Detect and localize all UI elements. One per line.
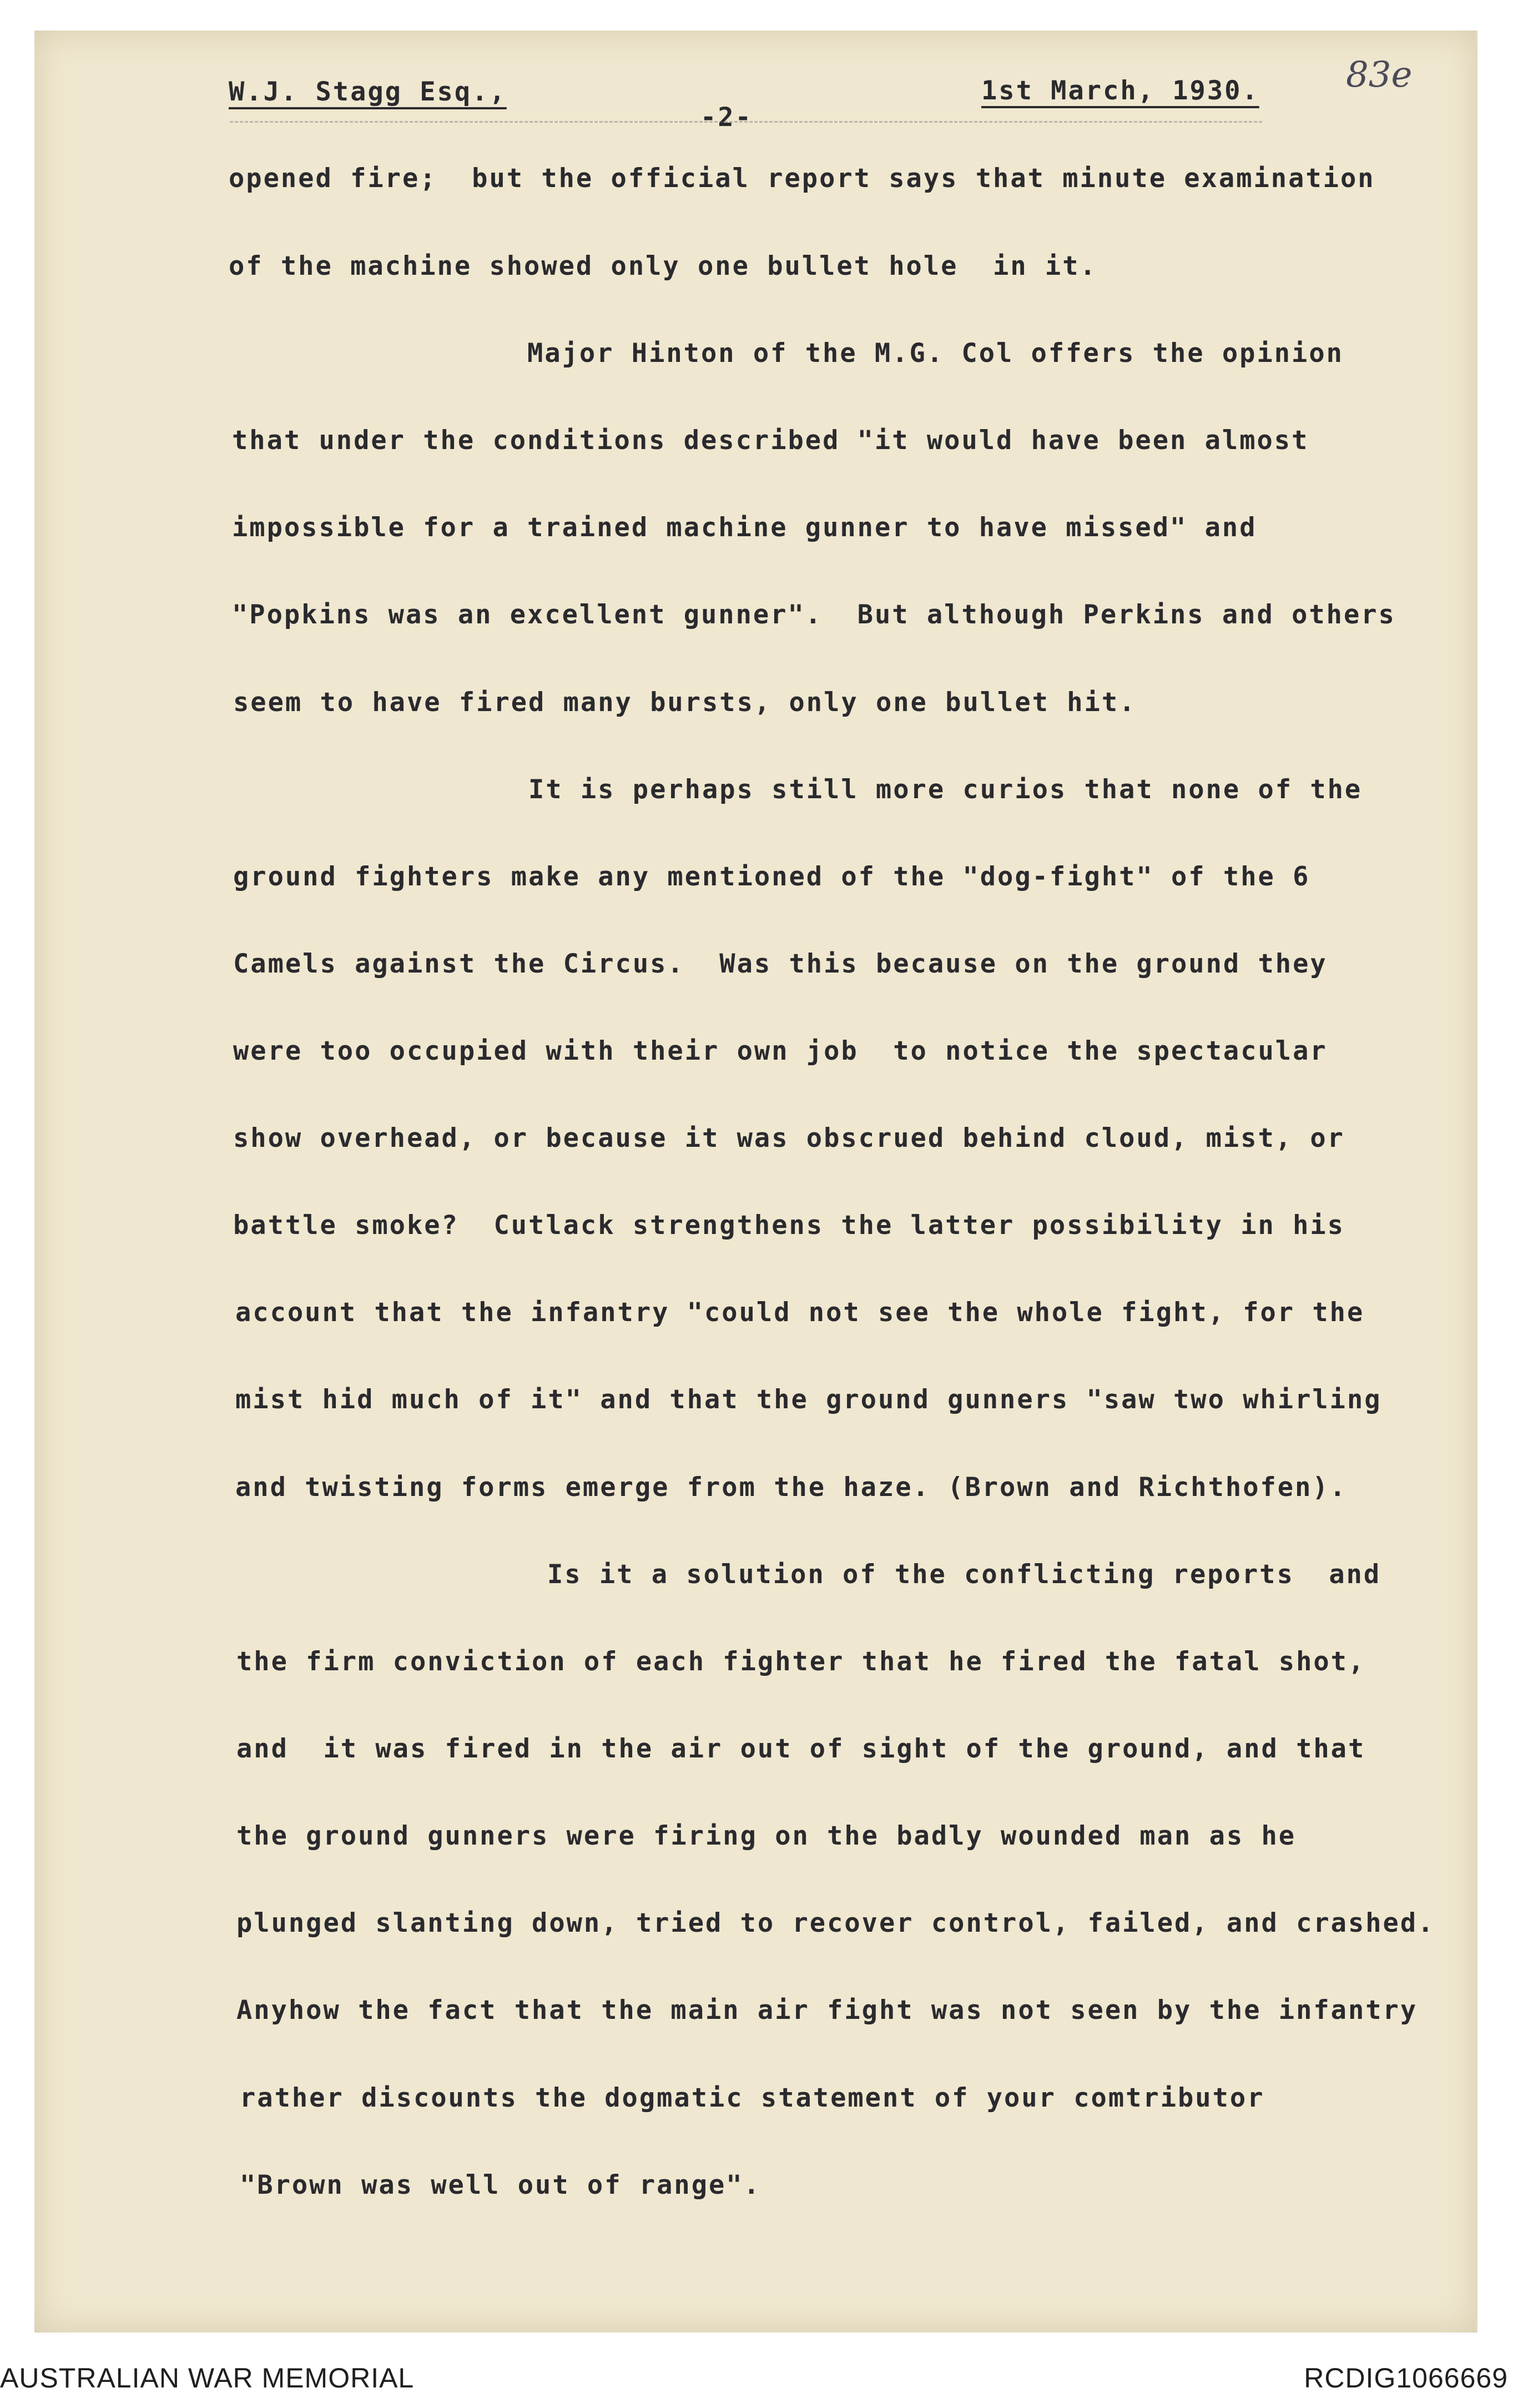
addressee: W.J. Stagg Esq., [229, 77, 507, 107]
body-line: It is perhaps still more curios that none of the [528, 774, 1363, 805]
body-line: were too occupied with their own job to notice the spectacular [233, 1036, 1328, 1066]
body-line: seem to have fired many bursts, only one bullet hit. [233, 687, 1137, 718]
body-line: Camels against the Circus. Was this because on the ground they [233, 949, 1328, 979]
body-line: battle smoke? Cutlack strengthens the latter possibility in his [233, 1210, 1345, 1241]
archive-institution-label: AUSTRALIAN WAR MEMORIAL [0, 2362, 415, 2394]
record-id-label: RCDIG1066669 [1304, 2362, 1508, 2394]
body-line: Major Hinton of the M.G. Col offers the opinion [527, 338, 1344, 369]
body-line: rather discounts the dogmatic statement of your comtributor [240, 2083, 1265, 2113]
body-line: impossible for a trained machine gunner to have missed" and [232, 512, 1257, 543]
body-line: of the machine showed only one bullet hole in it. [229, 251, 1097, 281]
body-line: that under the conditions described "it would have been almost [232, 425, 1309, 456]
page-number: -2- [700, 102, 753, 133]
body-line: "Brown was well out of range". [240, 2170, 761, 2200]
body-line: Is it a solution of the conflicting reports and [547, 1559, 1381, 1590]
body-line: mist hid much of it" and that the ground gunners "saw two whirling [235, 1384, 1382, 1415]
body-line: and twisting forms emerge from the haze. (Brown and Richthofen). [235, 1472, 1347, 1503]
body-line: the firm conviction of each fighter that he fired the fatal shot, [236, 1646, 1366, 1677]
body-line: show overhead, or because it was obscrued behind cloud, mist, or [233, 1123, 1345, 1153]
letter-date: 1st March, 1930. [981, 75, 1259, 106]
body-line: plunged slanting down, tried to recover control, failed, and crashed. [236, 1908, 1435, 1938]
body-line: Anyhow the fact that the main air fight was not seen by the infantry [236, 1995, 1418, 2026]
body-line: ground fighters make any mentioned of the "dog-fight" of the 6 [233, 862, 1310, 892]
body-line: the ground gunners were firing on the badly wounded man as he [236, 1821, 1297, 1851]
handwritten-reference: 83e [1346, 54, 1413, 95]
body-line: and it was fired in the air out of sight of the ground, and that [236, 1734, 1366, 1764]
body-line: opened fire; but the official report says that minute examination [229, 163, 1375, 194]
header-divider [230, 121, 1262, 123]
body-line: account that the infantry "could not see the whole fight, for the [235, 1297, 1365, 1328]
body-line: "Popkins was an excellent gunner". But although Perkins and others [232, 600, 1396, 630]
letter-page [34, 31, 1477, 2333]
